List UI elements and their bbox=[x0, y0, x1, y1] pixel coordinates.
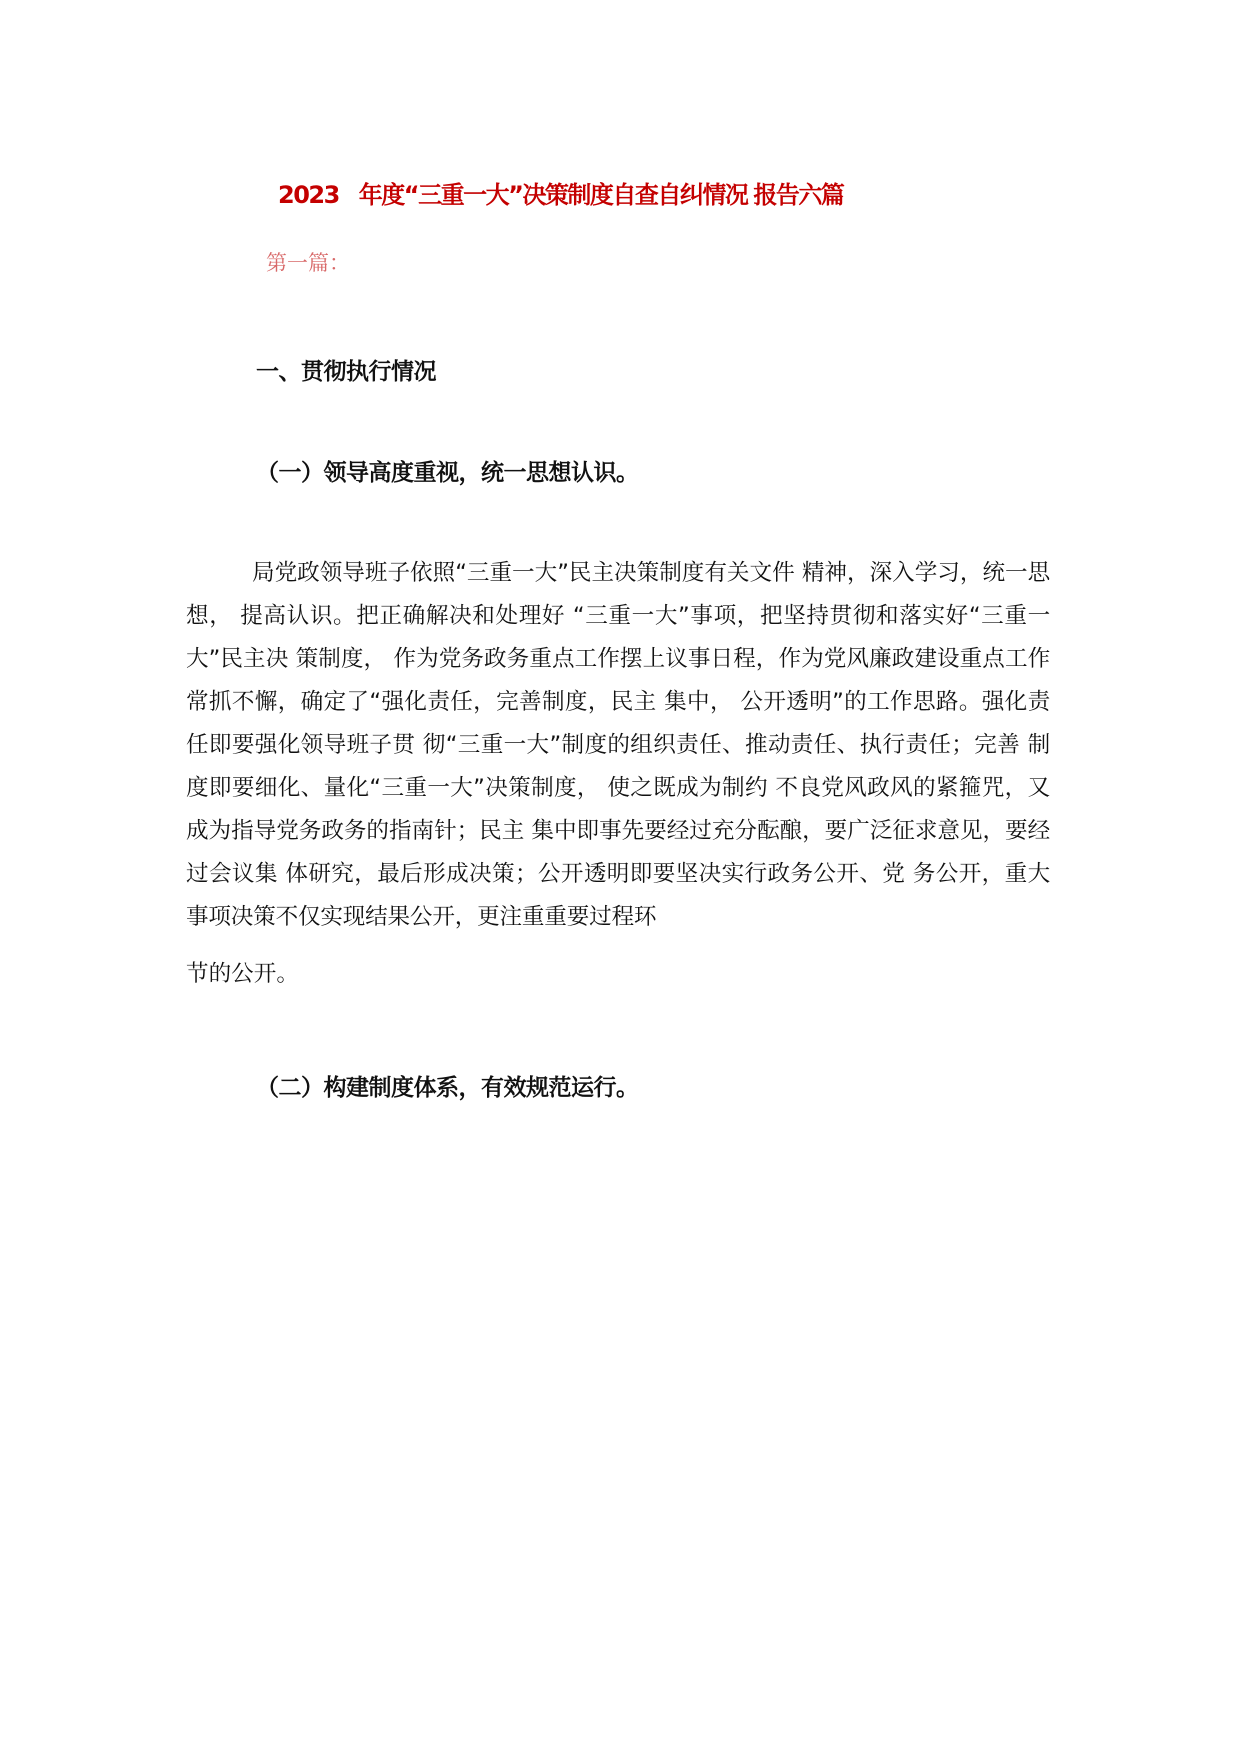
chapter-label: 第一篇： bbox=[266, 251, 350, 275]
title-main: 年度“三重一大”决策制度自查自纠情况 bbox=[358, 181, 748, 209]
section-heading: 一、贯彻执行情况 bbox=[256, 359, 436, 385]
body-paragraph: 局党政领导班子依照“三重一大”民主决策制度有关文件 精神，深入学习，统一思想， 提高认识。把正确解决和处理好 “三重一大”事项，把坚持贯彻和落实好“三重一大”民主决 策制度， 作为党务政务重点工作摆上议事日程，作为党风廉政建设重点工作常抓不懈，确定了“强化责任，完善制度，民主 集中， 公开透明”的工作思路。强化责任即要强化领导班子贯 彻“三重一大”制度的组织责任、推动责任、执行责任；完善 制度即要细化、量化“三重一大”决策制度， 使之既成为制约 不良党风政风的紧箍咒，又成为指导党务政务的指南针；民主 集中即事先要经过充分酝酿，要广泛征求意见，要经过会议集 体研究，最后形成决策；公开透明即要坚决实行政务公开、党 务公开，重大事项决策不仅实现结果公开，更注重重要过程环 bbox=[186, 560, 1050, 930]
subsection-heading-1: （一）领导高度重视，统一思想认识。 bbox=[256, 460, 639, 486]
title-year: 2023 bbox=[278, 181, 339, 209]
subsection-heading-2: （二）构建制度体系，有效规范运行。 bbox=[256, 1075, 639, 1101]
title-suffix: 报告六篇 bbox=[753, 181, 844, 209]
document-title bbox=[278, 178, 843, 212]
body-paragraph-tail: 节的公开。 bbox=[186, 961, 299, 987]
